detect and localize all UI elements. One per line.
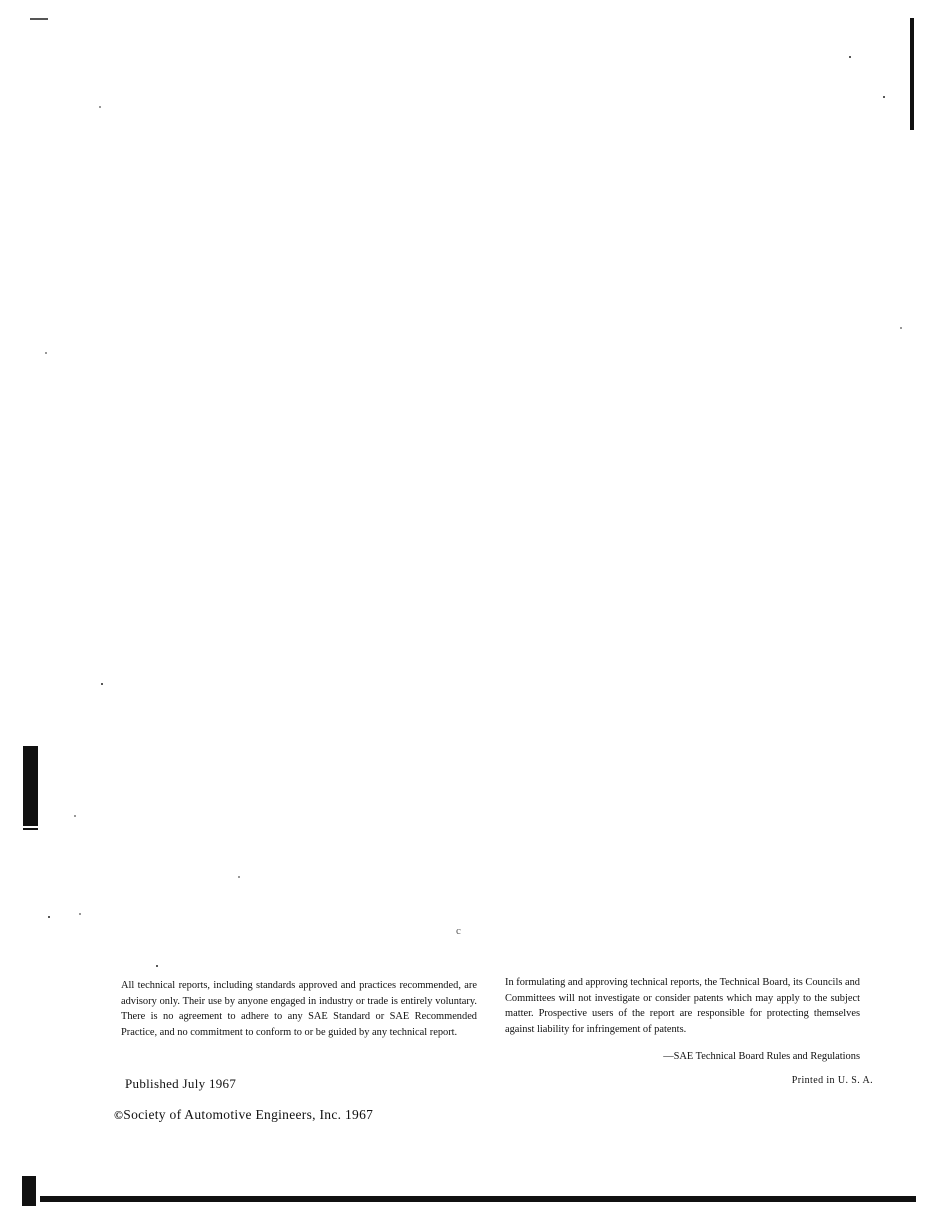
scan-speck bbox=[849, 56, 851, 58]
copyright-notice bbox=[114, 1107, 373, 1123]
patent-disclaimer: In formulating and approving technical reports, the Technical Board, its Councils and Committees will not investigate or consider patents which may apply to the subject matter. Prospective users of the report are responsible for protecting themselves against liability for infringement of patents. bbox=[505, 977, 860, 1035]
copyright-text: Society of Automotive Engineers, Inc. 1967 bbox=[123, 1107, 374, 1122]
scan-speck bbox=[883, 96, 885, 98]
scan-speck bbox=[48, 916, 50, 918]
scan-speck bbox=[900, 327, 902, 329]
copyright-symbol: © bbox=[114, 1108, 124, 1122]
bottom-edge-rule bbox=[40, 1196, 916, 1202]
disclaimer-attribution: —SAE Technical Board Rules and Regulations bbox=[663, 1051, 860, 1062]
scan-speck bbox=[99, 106, 101, 108]
scan-speck bbox=[79, 913, 81, 915]
scan-speck bbox=[74, 815, 76, 817]
top-left-scan-mark bbox=[30, 18, 48, 20]
stray-scan-mark: c bbox=[456, 925, 461, 937]
scan-speck bbox=[101, 683, 103, 685]
bottom-left-corner-mark bbox=[22, 1176, 36, 1206]
right-edge-binding-bar bbox=[910, 18, 914, 130]
left-edge-binding-rule bbox=[23, 828, 38, 830]
printed-in-note: Printed in U. S. A. bbox=[791, 1075, 873, 1086]
left-edge-binding-bar bbox=[23, 746, 38, 826]
publication-date: Published July 1967 bbox=[125, 1076, 237, 1091]
advisory-disclaimer: All technical reports, including standards approved and practices recommended, are advisory only. Their use by anyone engaged in industry or trade is entirely voluntary. There is no agreement to adhere to any SAE Standard or SAE Recommended Practice, and no commitment to conform to or be guided by any technical report. bbox=[121, 980, 477, 1038]
scan-speck bbox=[238, 876, 240, 878]
scan-speck bbox=[156, 965, 158, 967]
scan-speck bbox=[45, 352, 47, 354]
